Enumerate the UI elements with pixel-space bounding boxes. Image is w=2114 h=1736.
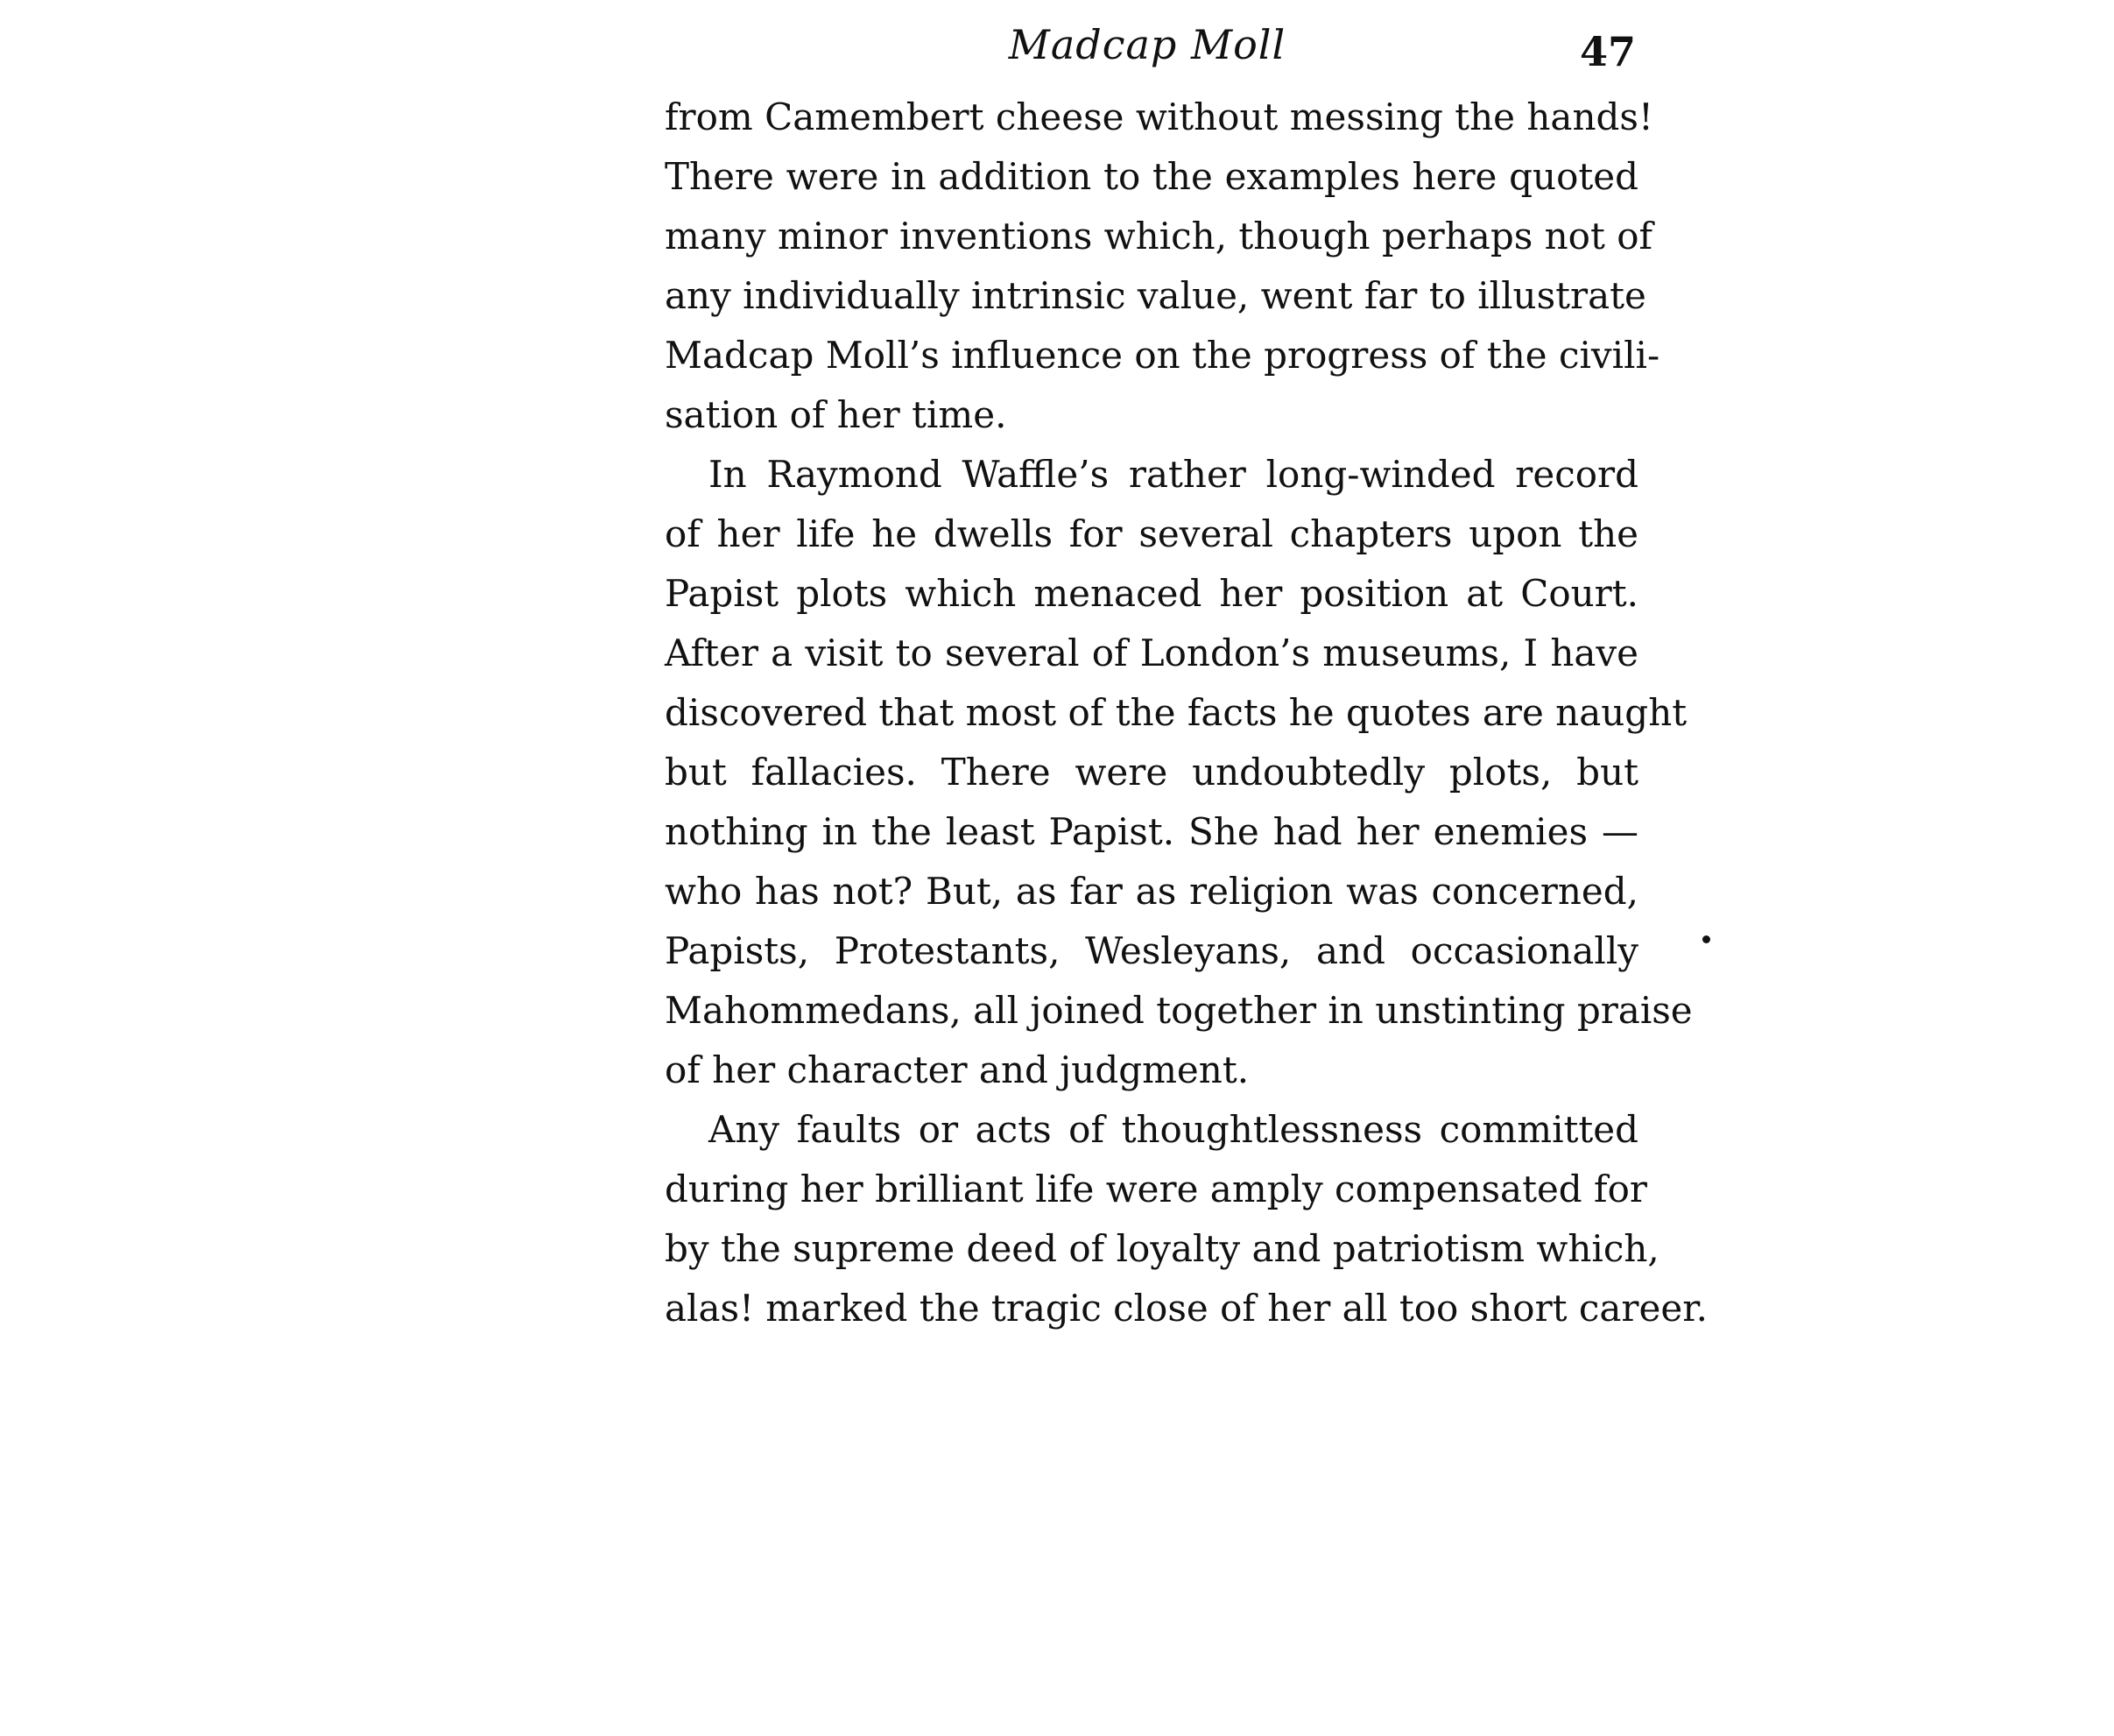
text-line: Papists, Protestants, Wesleyans, and occasionally [665,929,1638,972]
text-line: but fallacies. There were undoubtedly plots, but [665,751,1638,794]
text-line: Mahommedans, all joined together in unstinting praise [665,989,1693,1032]
paragraph-1 [665,88,1660,445]
text-line: who has not? But, as far as religion was concerned, [665,870,1638,913]
text-line: alas! marked the tragic close of her all too short career. [665,1287,1709,1330]
scan-speck [1702,935,1710,943]
text-line: during her brilliant life were amply compensated for [665,1168,1647,1210]
paragraph-2 [665,445,1693,1100]
body-text [665,88,1709,1338]
text-line: Any faults or acts of thoughtlessness committed [708,1108,1638,1151]
text-line: discovered that most of the facts he quotes are naught [665,691,1688,734]
text-line: In Raymond Waffle’s rather long-winded record [708,453,1638,496]
text-line: There were in addition to the examples here quoted [665,155,1638,198]
page-number: 47 [1579,28,1636,75]
text-line: any individually intrinsic value, went far to illustrate [665,274,1646,317]
text-line: After a visit to several of London’s museums, I have [665,632,1638,674]
running-title: Madcap Moll [1008,21,1286,68]
text-line: nothing in the least Papist. She had her enemies — [665,810,1638,853]
text-line: by the supreme deed of loyalty and patriotism which, [665,1227,1659,1270]
text-line: Papist plots which menaced her position at Court. [665,572,1638,615]
text-line: of her character and judgment. [665,1048,1250,1091]
text-line: sation of her time. [665,393,1007,436]
text-line: many minor inventions which, though perhaps not of [665,215,1653,258]
text-line: Madcap Moll’s influence on the progress of the civili- [665,334,1660,377]
text-line: of her life he dwells for several chapters upon the [665,512,1638,555]
paragraph-3 [665,1100,1709,1338]
text-line: from Camembert cheese without messing the hands! [665,95,1653,138]
